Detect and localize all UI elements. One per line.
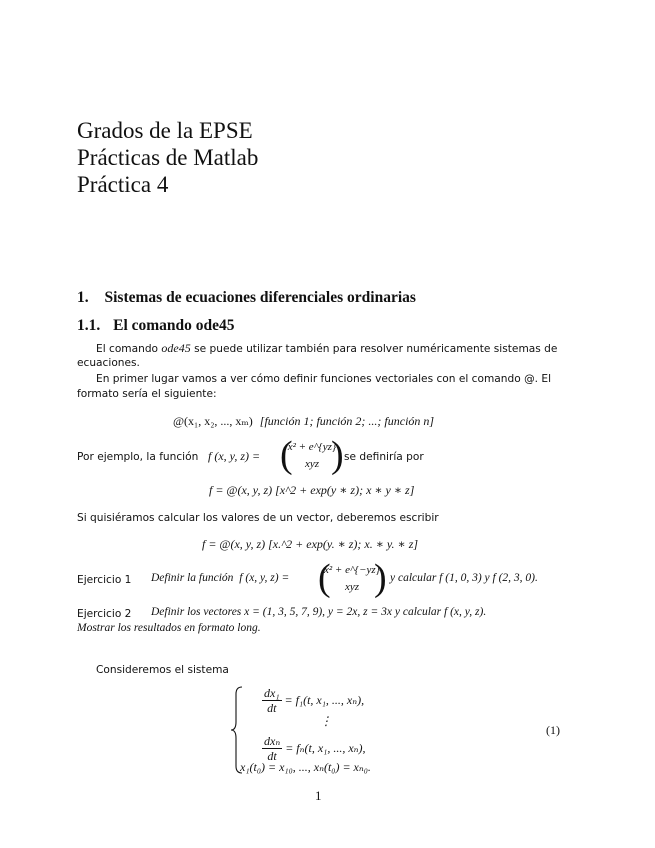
subsection-title: El comando ode45: [113, 317, 235, 334]
equation-n: [262, 734, 366, 763]
exercise-1-text-b: y calcular f (1, 0, 3) y f (2, 3, 0).: [390, 572, 538, 584]
exercise-1-text-a: [151, 572, 289, 584]
ex1-left-paren: (: [318, 557, 331, 599]
vector2-bottom: xyz: [344, 581, 360, 593]
subsection-heading: [77, 317, 235, 335]
format-lhs: @(x₁, x₂, ..., xₘ): [173, 414, 253, 428]
subsection-number: 1.1.: [77, 317, 101, 334]
command-name: ode45: [161, 341, 191, 355]
exercise-2-label: Ejercicio 2: [77, 608, 132, 620]
fraction-denominator: dt: [267, 749, 277, 763]
doc-title-line-1: Grados de la EPSE: [77, 118, 253, 143]
vector1-top: x² + e^{yz}: [287, 441, 337, 453]
exercise-2-line-1: Definir los vectores x = (1, 3, 5, 7, 9), y = 2x, z = 3x y calcular f (x, y, z).: [151, 606, 487, 618]
paragraph-text: El comando: [96, 343, 162, 355]
doc-title-line-3: Práctica 4: [77, 172, 169, 197]
format-rhs: [función 1; función 2; ...; función n]: [259, 414, 435, 428]
paragraph-1-line-1: [96, 341, 557, 357]
equation-number: (1): [546, 723, 560, 737]
left-paren: (: [280, 434, 293, 476]
exercise-2-line-2: Mostrar los resultados en formato long.: [77, 622, 261, 634]
definition-formula-1: f = @(x, y, z) [x^2 + exp(y ∗ z); x ∗ y ∗ z]: [209, 483, 415, 497]
section-title: Sistemas de ecuaciones diferenciales ordinarias: [104, 289, 416, 306]
page-number: 1: [315, 788, 322, 803]
fraction-numerator: dx₁: [264, 686, 280, 700]
vector2-top: x² + e^{−yz}: [324, 564, 381, 576]
vector1-bottom: xyz: [304, 458, 320, 470]
fraction-dx1-dt: [262, 686, 282, 715]
system-intro: Consideremos el sistema: [96, 664, 229, 676]
exercise-1-fxyz: f (x, y, z) =: [239, 572, 290, 584]
equation-1: [262, 686, 364, 715]
vertical-dots: ⋮: [320, 714, 332, 728]
example-intro: Por ejemplo, la función: [77, 451, 199, 463]
ex1-right-paren: ): [374, 557, 387, 599]
format-formula: [173, 414, 434, 429]
fxyz-lhs: f (x, y, z) =: [208, 449, 261, 463]
fraction-denominator: dt: [267, 701, 277, 715]
section-heading: [77, 289, 416, 307]
equation-1-rhs: = f₁(t, x₁, ..., xₙ),: [284, 693, 365, 707]
paragraph-2-line-2: formato sería el siguiente:: [77, 388, 217, 400]
initial-conditions: x₁(t₀) = x₁₀, ..., xₙ(t₀) = xₙ₀.: [240, 760, 371, 774]
right-paren: ): [331, 434, 344, 476]
paragraph-vector-intro: Si quisiéramos calcular los valores de un vector, deberemos escribir: [77, 512, 439, 524]
section-number: 1.: [77, 289, 89, 306]
equation-n-rhs: = fₙ(t, x₁, ..., xₙ),: [285, 741, 366, 755]
paragraph-2-line-1: En primer lugar vamos a ver cómo definir funciones vectoriales con el comando @. El: [96, 373, 552, 385]
definition-formula-2: f = @(x, y, z) [x.^2 + exp(y. ∗ z); x. ∗ y. ∗ z]: [202, 537, 419, 551]
example-outro: se definiría por: [344, 451, 424, 463]
exercise-1-instruction: Definir la función: [151, 572, 234, 584]
fraction-numerator: dxₙ: [264, 734, 281, 748]
fraction-dxn-dt: [262, 734, 282, 763]
exercise-1-label: Ejercicio 1: [77, 574, 132, 586]
paragraph-1-line-2: ecuaciones.: [77, 357, 140, 369]
doc-title-line-2: Prácticas de Matlab: [77, 145, 259, 170]
paragraph-text: se puede utilizar también para resolver numéricamente sistemas de: [190, 343, 558, 355]
